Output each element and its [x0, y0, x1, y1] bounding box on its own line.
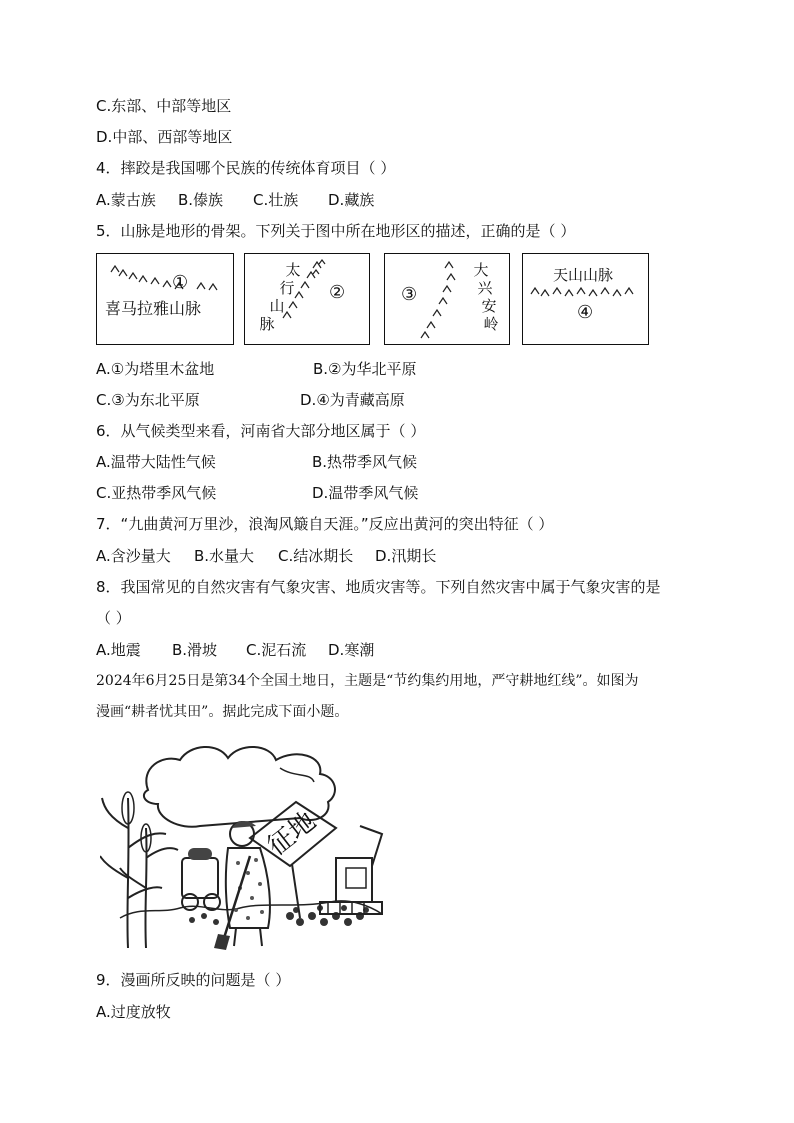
q4-option-a: A.蒙古族: [96, 191, 156, 209]
q8-stem-bracket: （ ）: [96, 609, 131, 627]
sign-text: 征地: [262, 806, 322, 862]
q9-stem: 9．漫画所反映的问题是（ ）: [96, 971, 291, 989]
q6-stem: 6．从气候类型来看，河南省大部分地区属于（ ）: [96, 422, 426, 440]
map-box-himalaya: [96, 253, 234, 345]
daxinganling-char-3: 安: [481, 297, 497, 315]
q7-option-a: A.含沙量大: [96, 547, 171, 565]
q8-stem: 8．我国常见的自然灾害有气象灾害、地质灾害等。下列自然灾害中属于气象灾害的是: [96, 578, 661, 596]
q5-stem: 5．山脉是地形的骨架。下列关于图中所在地形区的描述，正确的是（ ）: [96, 222, 576, 240]
intro-line-2: 漫画“耕者忧其田”。据此完成下面小题。: [96, 704, 349, 720]
q6-option-d: D.温带季风气候: [312, 484, 419, 502]
daxinganling-char-1: 大: [473, 261, 489, 279]
map-box-taihang: [244, 253, 370, 345]
taihang-char-4: 脉: [259, 315, 275, 333]
q3-option-c: C.东部、中部等地区: [96, 97, 232, 115]
circle-number-3: ③: [401, 284, 418, 305]
daxinganling-char-2: 兴: [477, 279, 493, 297]
q6-option-c: C.亚热带季风气候: [96, 484, 217, 502]
q5-option-d: D.④为青藏高原: [300, 391, 405, 409]
q7-option-b: B.水量大: [194, 547, 255, 565]
q7-stem: 7．“九曲黄河万里沙，浪淘风簸自天涯。”反应出黄河的突出特征（ ）: [96, 515, 554, 533]
intro-line-1: 2024年6月25日是第34个全国土地日，主题是“节约集约用地，严守耕地红线”。如图为: [96, 673, 639, 689]
q8-option-c: C.泥石流: [246, 641, 307, 659]
taihang-char-2: 行: [279, 279, 295, 297]
taihang-char-3: 山: [269, 297, 285, 315]
q5-option-b: B.②为华北平原: [313, 360, 417, 378]
q4-option-c: C.壮族: [253, 191, 299, 209]
taihang-char-1: 太: [285, 261, 301, 279]
cartoon-illustration: [100, 738, 385, 954]
q9-option-a: A.过度放牧: [96, 1003, 171, 1021]
circle-number-2: ②: [329, 282, 346, 303]
himalaya-label: 喜马拉雅山脉: [105, 299, 202, 318]
circle-number-4: ④: [577, 302, 594, 323]
q7-option-d: D.汛期长: [375, 547, 437, 565]
map-box-tianshan: [522, 253, 649, 345]
tianshan-label: 天山山脉: [553, 266, 614, 284]
q5-option-c: C.③为东北平原: [96, 391, 200, 409]
q5-option-a: A.①为塔里木盆地: [96, 360, 215, 378]
q7-option-c: C.结冰期长: [278, 547, 354, 565]
daxinganling-char-4: 岭: [483, 315, 499, 333]
q3-option-d: D.中部、西部等地区: [96, 128, 233, 146]
q8-option-a: A.地震: [96, 641, 141, 659]
q4-option-d: D.藏族: [328, 191, 375, 209]
q8-option-b: B.滑坡: [172, 641, 218, 659]
map-box-daxinganling: [384, 253, 510, 345]
q6-option-b: B.热带季风气候: [312, 453, 418, 471]
circle-number-1: ①: [172, 272, 189, 293]
q4-option-b: B.傣族: [178, 191, 224, 209]
q4-stem: 4．摔跤是我国哪个民族的传统体育项目（ ）: [96, 159, 396, 177]
cartoon-farmer-worried: [100, 738, 385, 954]
q6-option-a: A.温带大陆性气候: [96, 453, 216, 471]
q8-option-d: D.寒潮: [328, 641, 375, 659]
